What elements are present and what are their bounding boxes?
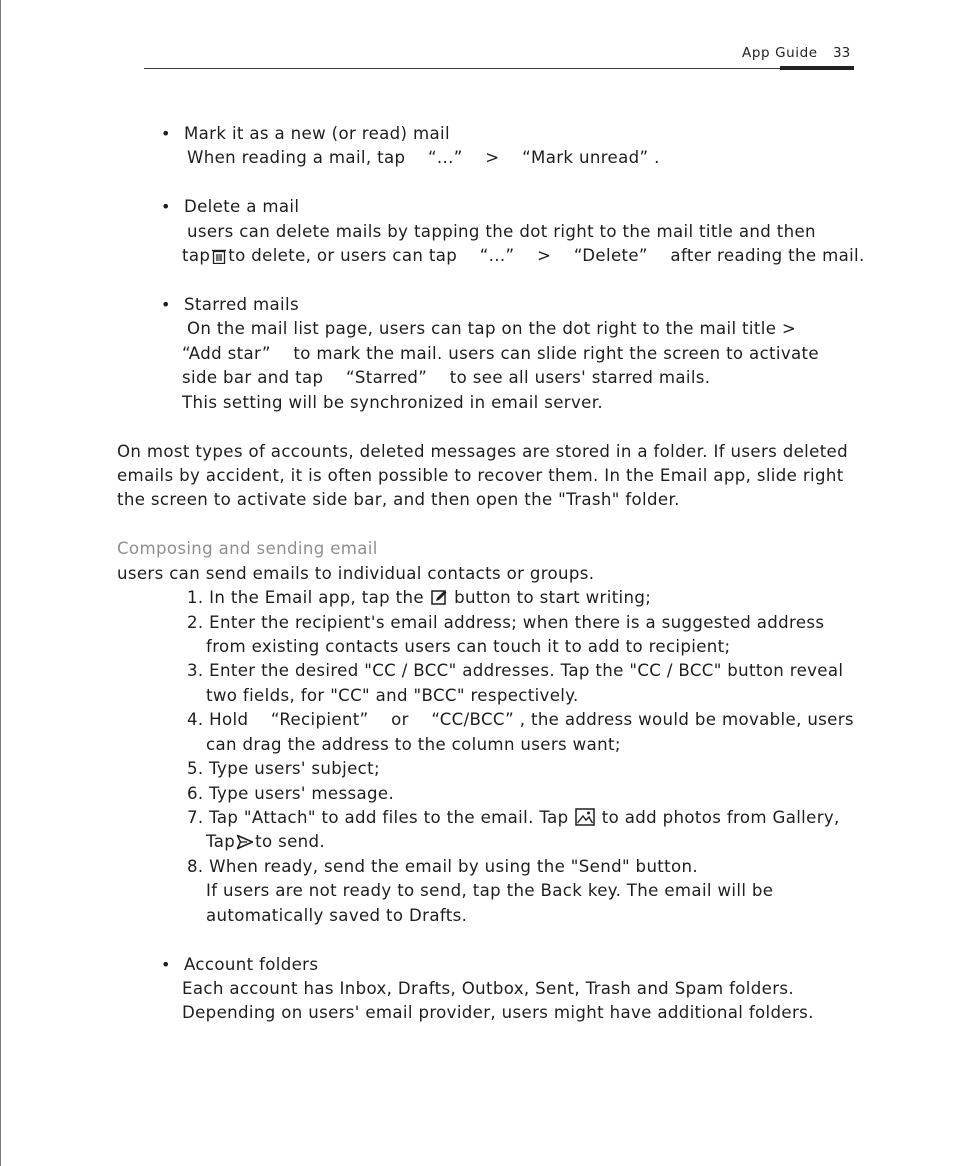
section-title-mark: Mark it as a new (or read) mail — [184, 124, 450, 143]
gallery-icon — [575, 808, 595, 833]
step-8-cont: automatically saved to Drafts. — [206, 906, 468, 925]
text-fragment: 7. Tap "Attach" to add files to the email. Tap — [187, 808, 569, 827]
step-6: 6. Type users' message. — [187, 784, 395, 803]
text-line: Depending on users' email provider, users might have additional folders. — [182, 1003, 814, 1022]
bullet: • — [161, 295, 171, 314]
text-line: This setting will be synchronized in email server. — [182, 393, 603, 412]
section-title-delete: Delete a mail — [184, 197, 300, 216]
paragraph-line: On most types of accounts, deleted messages are stored in a folder. If users deleted — [117, 442, 848, 461]
step-4: 4. Hold “Recipient” or “CC/BCC” , the address would be movable, users — [187, 710, 854, 729]
text-fragment: Tap — [206, 832, 236, 851]
intro-line: users can send emails to individual contacts or groups. — [117, 564, 595, 583]
text-line: On the mail list page, users can tap on the dot right to the mail title > — [187, 319, 797, 338]
text-fragment: tap — [182, 246, 211, 265]
bullet: • — [161, 197, 171, 216]
text-fragment: to send. — [255, 832, 326, 851]
step-2-cont: from existing contacts users can touch it to add to recipient; — [206, 637, 731, 656]
step-3: 3. Enter the desired "CC / BCC" addresses. Tap the "CC / BCC" button reveal — [187, 661, 844, 680]
text-line: “Add star” to mark the mail. users can slide right the screen to activate — [182, 344, 819, 363]
step-4-cont: can drag the address to the column users want; — [206, 735, 621, 754]
paragraph-line: the screen to activate side bar, and then open the "Trash" folder. — [117, 490, 680, 509]
text-fragment: button to start writing; — [454, 588, 652, 607]
step-8-cont: If users are not ready to send, tap the Back key. The email will be — [206, 881, 774, 900]
header-accent-bar — [780, 66, 854, 70]
document-page — [1, 0, 954, 1166]
bullet: • — [161, 124, 171, 143]
text-line: Each account has Inbox, Drafts, Outbox, Sent, Trash and Spam folders. — [182, 979, 795, 998]
text-line: When reading a mail, tap “...” > “Mark unread” . — [187, 148, 660, 167]
section-subtitle: Composing and sending email — [117, 539, 378, 558]
section-title-starred: Starred mails — [184, 295, 299, 314]
text-fragment: 1. In the Email app, tap the — [187, 588, 424, 607]
text-line — [182, 244, 865, 271]
page-number: 33 — [833, 45, 851, 61]
text-fragment: to delete, or users can tap “...” > “Delete” after reading the mail. — [228, 246, 865, 265]
text-line: users can delete mails by tapping the dot right to the mail title and then — [187, 222, 816, 241]
send-icon — [236, 833, 254, 857]
compose-icon — [431, 589, 448, 613]
step-2: 2. Enter the recipient's email address; when there is a suggested address — [187, 613, 825, 632]
step-7 — [187, 806, 840, 833]
step-7-cont — [206, 830, 325, 857]
text-line: side bar and tap “Starred” to see all users' starred mails. — [182, 368, 711, 387]
text-fragment: to add photos from Gallery, — [601, 808, 840, 827]
section-title-folders: Account folders — [184, 955, 319, 974]
step-5: 5. Type users' subject; — [187, 759, 380, 778]
header-label: App Guide — [742, 45, 818, 61]
step-1 — [187, 586, 651, 613]
bullet: • — [161, 955, 171, 974]
trash-icon — [211, 247, 227, 271]
step-8: 8. When ready, send the email by using the "Send" button. — [187, 857, 699, 876]
step-3-cont: two fields, for "CC" and "BCC" respectively. — [206, 686, 579, 705]
header-rule — [144, 68, 853, 69]
paragraph-line: emails by accident, it is often possible to recover them. In the Email app, slide right — [117, 466, 844, 485]
